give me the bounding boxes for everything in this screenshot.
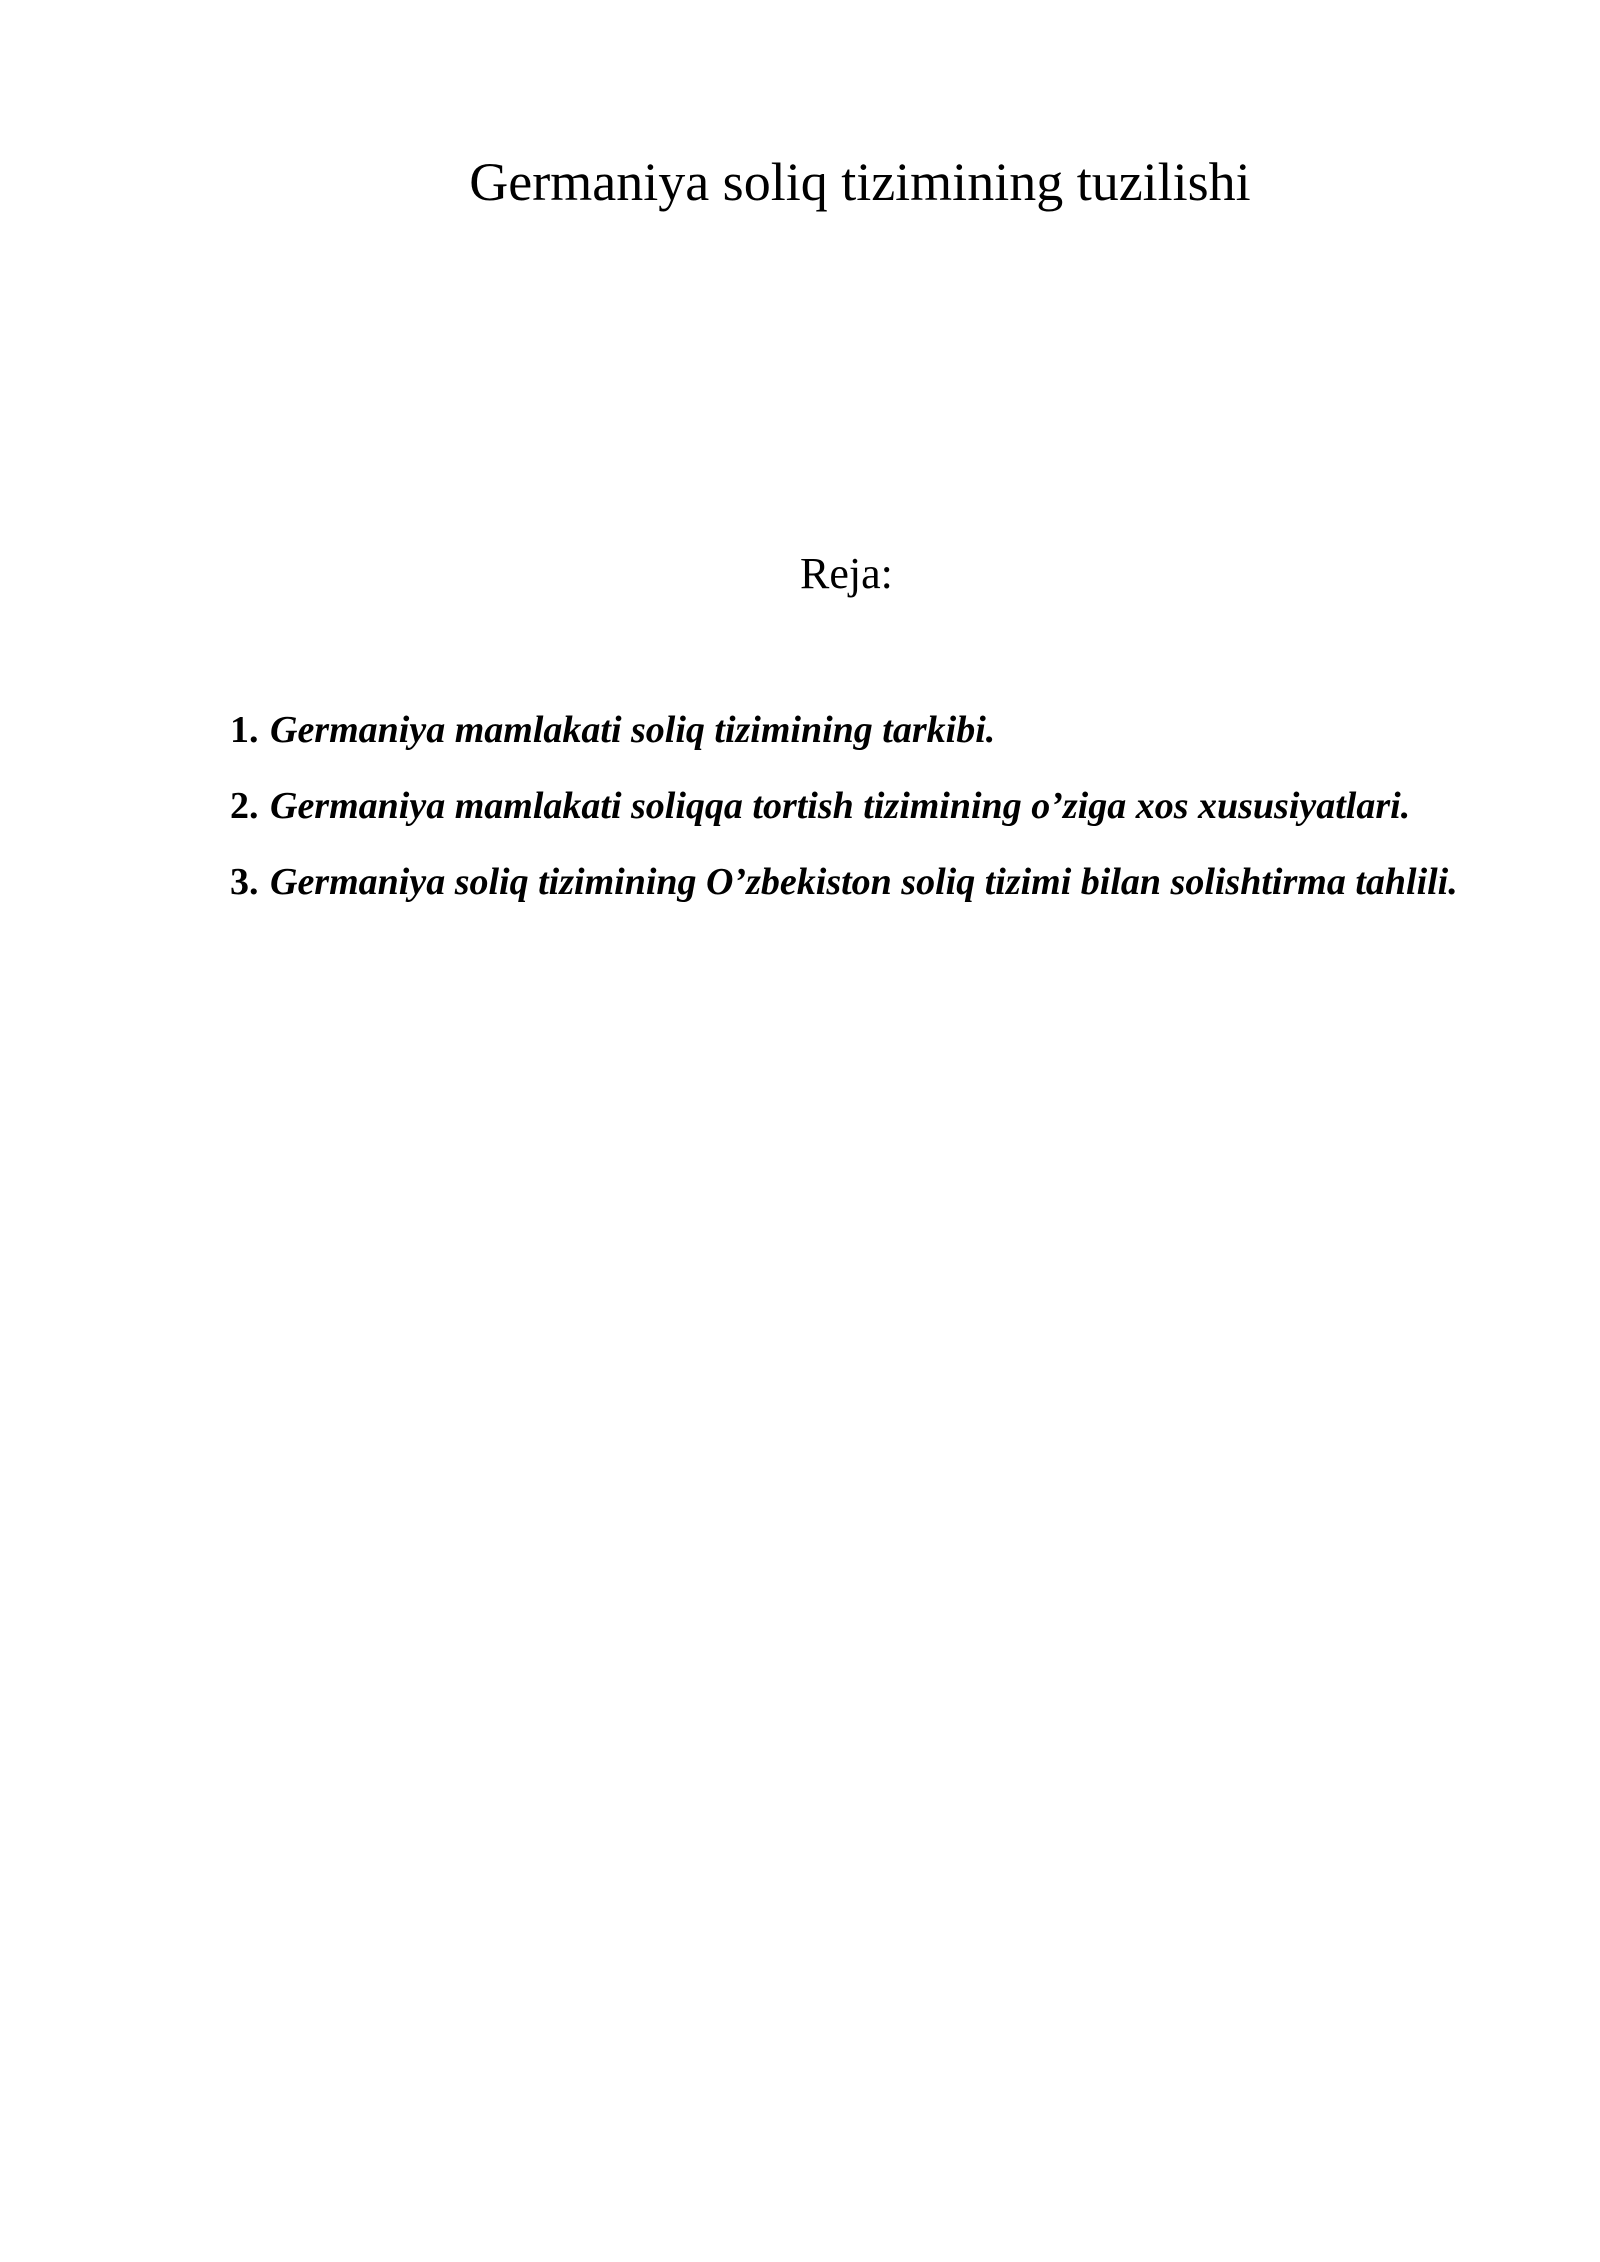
plan-item-2 — [230, 768, 1510, 844]
plan-item-1 — [230, 692, 1510, 768]
plan-item-number: 3. — [230, 861, 259, 903]
plan-item-3 — [230, 844, 1510, 920]
plan-heading: Reja: — [800, 549, 893, 598]
plan-item-number: 1. — [230, 709, 259, 751]
plan-list — [230, 692, 1510, 920]
plan-item-number: 2. — [230, 785, 259, 827]
document-title: Germaniya soliq tizimining tuzilishi — [469, 152, 1251, 212]
plan-item-text: Germaniya soliq tizimining O’zbekiston soliq tizimi bilan solishtirma tahlili. — [270, 861, 1458, 903]
plan-item-text: Germaniya mamlakati soliqqa tortish tizimining o’ziga xos xususiyatlari. — [270, 785, 1411, 827]
plan-item-text: Germaniya mamlakati soliq tizimining tarkibi. — [270, 709, 996, 751]
